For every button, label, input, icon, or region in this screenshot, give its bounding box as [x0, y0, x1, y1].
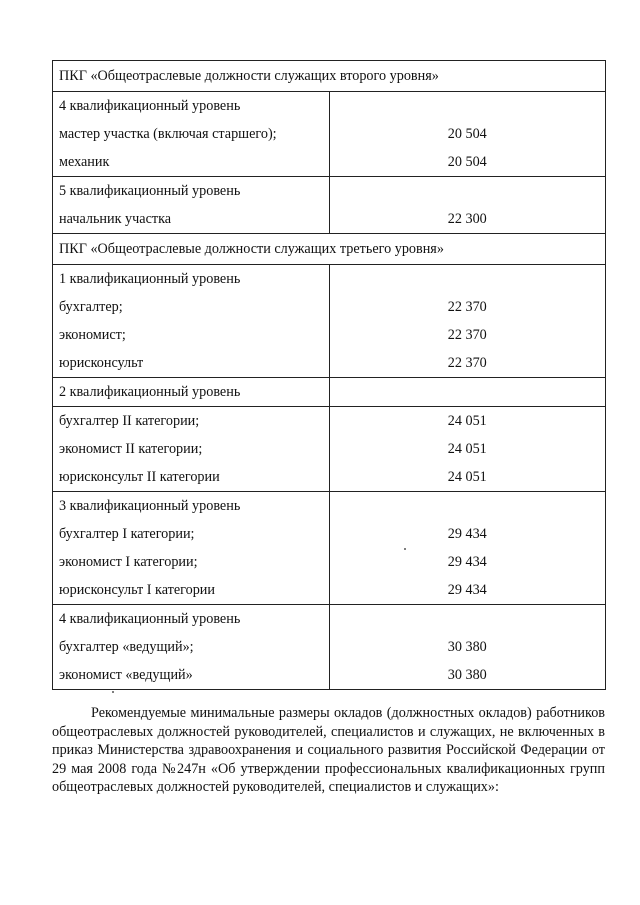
position-name: юрисконсульт — [53, 349, 330, 378]
position-row — [53, 576, 606, 605]
pkg-group-title: ПКГ «Общеотраслевые должности служащих второго уровня» — [53, 61, 606, 92]
position-name: юрисконсульт II категории — [53, 463, 330, 492]
scan-speck — [404, 548, 406, 550]
position-name: экономист II категории; — [53, 435, 330, 463]
position-name: экономист «ведущий» — [53, 661, 330, 690]
position-name: механик — [53, 148, 330, 177]
salary-value: 29 434 — [329, 520, 606, 548]
qualification-level-label: 4 квалификационный уровень — [53, 92, 330, 121]
salary-value: 30 380 — [329, 633, 606, 661]
salary-value: 24 051 — [329, 463, 606, 492]
position-row — [53, 661, 606, 690]
position-row — [53, 548, 606, 576]
position-name: юрисконсульт I категории — [53, 576, 330, 605]
qualification-level-label: 2 квалификационный уровень — [53, 378, 330, 407]
salary-value: 22 370 — [329, 349, 606, 378]
salary-value: 24 051 — [329, 435, 606, 463]
position-name: бухгалтер; — [53, 293, 330, 321]
salary-value: 22 300 — [329, 205, 606, 234]
position-name: начальник участка — [53, 205, 330, 234]
position-row — [53, 349, 606, 378]
position-name: экономист I категории; — [53, 548, 330, 576]
position-name: бухгалтер «ведущий»; — [53, 633, 330, 661]
salary-value: 24 051 — [329, 407, 606, 436]
position-name: экономист; — [53, 321, 330, 349]
qualification-level-label: 3 квалификационный уровень — [53, 492, 330, 521]
qualification-level-row — [53, 492, 606, 521]
empty-salary-cell — [329, 605, 606, 634]
salary-value: 20 504 — [329, 148, 606, 177]
salary-value: 22 370 — [329, 293, 606, 321]
qualification-level-row — [53, 605, 606, 634]
qualification-level-label: 5 квалификационный уровень — [53, 177, 330, 206]
qualification-level-row — [53, 378, 606, 407]
position-row — [53, 407, 606, 436]
empty-salary-cell — [329, 378, 606, 407]
position-name: бухгалтер I категории; — [53, 520, 330, 548]
position-row — [53, 463, 606, 492]
salary-table-body — [53, 61, 606, 690]
qualification-level-label: 1 квалификационный уровень — [53, 265, 330, 294]
qualification-level-row — [53, 177, 606, 206]
position-row — [53, 321, 606, 349]
empty-salary-cell — [329, 265, 606, 294]
qualification-level-label: 4 квалификационный уровень — [53, 605, 330, 634]
qualification-level-row — [53, 265, 606, 294]
salary-value: 29 434 — [329, 548, 606, 576]
position-row — [53, 633, 606, 661]
scan-speck — [112, 691, 114, 693]
pkg-group-row — [53, 234, 606, 265]
salary-value: 30 380 — [329, 661, 606, 690]
salary-value: 29 434 — [329, 576, 606, 605]
salary-table — [52, 60, 606, 690]
position-row — [53, 520, 606, 548]
pkg-group-row — [53, 61, 606, 92]
position-row — [53, 293, 606, 321]
qualification-level-row — [53, 92, 606, 121]
position-row — [53, 120, 606, 148]
position-name: мастер участка (включая старшего); — [53, 120, 330, 148]
position-name: бухгалтер II категории; — [53, 407, 330, 436]
empty-salary-cell — [329, 92, 606, 121]
empty-salary-cell — [329, 492, 606, 521]
position-row — [53, 435, 606, 463]
salary-value: 20 504 — [329, 120, 606, 148]
body-paragraph: Рекомендуемые минимальные размеры окладов (должностных окладов) работников общеотраслевых должностей руководителей, специалистов и служащих, не включенных в приказ Министерства здравоохранения и социального развития Российской Федерации от 29 мая 2008 года №247н «Об утверждении профессиональных квалификационных групп общеотраслевых должностей руководителей, специалистов и служащих»: — [52, 705, 605, 796]
position-row — [53, 148, 606, 177]
pkg-group-title: ПКГ «Общеотраслевые должности служащих третьего уровня» — [53, 234, 606, 265]
empty-salary-cell — [329, 177, 606, 206]
position-row — [53, 205, 606, 234]
salary-value: 22 370 — [329, 321, 606, 349]
